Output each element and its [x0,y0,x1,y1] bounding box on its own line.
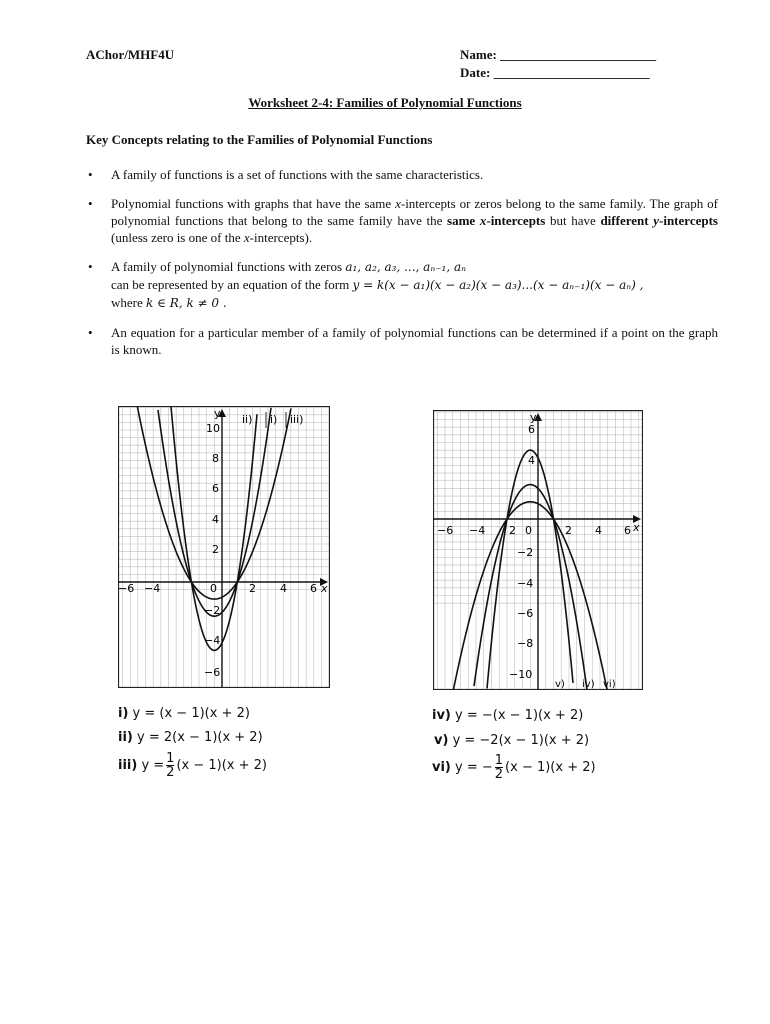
worksheet-title: Worksheet 2-4: Families of Polynomial Functions [248,95,522,110]
y-axis-label: y [530,411,537,424]
fraction-one-half: $\frac{1}{2}$ [166,751,175,780]
name-label: Name: [460,47,497,62]
x-tick-label: −4 [144,582,161,595]
name-blank: ________________________ [500,47,657,62]
curve-label-iii: iii) [290,413,304,426]
y-tick-label: −2 [517,546,534,559]
key-concepts-heading: Key Concepts relating to the Families of Polynomial Functions [86,132,433,147]
equation-iv: iv) y = −(x − 1)(x + 2) [432,708,584,723]
y-tick-label: −4 [517,577,534,590]
x-tick-label: 6 [310,582,317,595]
x-tick-label: 0 [525,524,532,537]
y-tick-label: 4 [528,454,535,467]
fraction-one-half: $\frac{1}{2}$ [494,753,504,782]
graph-family-upward [118,406,330,688]
y-tick-label: −8 [517,637,534,650]
equation-v: v) y = −2(x − 1)(x + 2) [434,733,590,748]
key-concepts-list [88,166,718,370]
curve-label-iv: iv) [582,679,595,690]
y-tick-label: 6 [528,423,535,436]
y-tick-label: 4 [212,513,219,526]
y-tick-label: 6 [212,482,219,495]
x-tick-label: 2 [509,524,516,537]
bullet-general-equation: • A family of polynomial functions with zeros a₁, a₂, a₃, ..., aₙ₋₁, aₙ can be represented by an equation of the form y = k(x − a₁)(x − a₂)(x − a₃)...(x − aₙ₋₁)(x − aₙ) , where k ∈ R, k ≠ 0 . [88,258,718,312]
x-tick-label: 4 [595,524,602,537]
x-tick-label: 2 [565,524,572,537]
x-axis-label: x [633,521,640,534]
x-tick-label: −4 [469,524,486,537]
y-tick-label: 8 [212,452,219,465]
equation-ii: ii) y = 2(x − 1)(x + 2) [118,730,263,745]
y-tick-label: 10 [206,422,220,435]
y-tick-label: −2 [204,604,221,617]
equation-i: i) y = (x − 1)(x + 2) [118,706,250,721]
bullet-same-intercepts: • Polynomial functions with graphs that have the same x-intercepts or zeros belong to the same family. The graph of polynomial functions that belong to the same family have the same x-intercepts but have different y-intercepts (unless zero is one of the x-intercepts). [88,195,718,246]
curve-label-i: i) [270,413,278,426]
date-label: Date: [460,65,491,80]
x-axis-label: x [321,582,328,595]
x-tick-label: 2 [249,582,256,595]
bullet-particular-member: • An equation for a particular member of a family of polynomial functions can be determined if a point on the graph is known. [88,324,718,358]
curve-label-vi: vi) [603,679,616,690]
y-tick-label: −10 [509,668,533,681]
y-tick-label: −6 [517,607,534,620]
x-tick-label: 4 [280,582,287,595]
course-code: AChor/MHF4U [86,47,175,62]
y-axis-label: y [214,407,221,420]
date-field [460,65,650,81]
y-tick-label: 2 [212,543,219,556]
x-tick-label: 6 [624,524,631,537]
grid-lines [118,406,330,688]
x-tick-label: −6 [437,524,454,537]
equation-vi: vi) y = − $\frac{1}{2}$ (x − 1)(x + 2) [432,753,596,782]
equation-iii: iii) y = $\frac{1}{2}$ (x − 1)(x + 2) [118,751,267,780]
graph-frame [119,407,330,688]
bullet-family-definition: • A family of functions is a set of functions with the same characteristics. [88,166,718,183]
name-field [460,47,656,63]
x-tick-label: −6 [118,582,135,595]
curve-label-ii: ii) [242,413,253,426]
y-tick-label: −6 [204,666,221,679]
graph-family-downward [433,410,643,690]
date-blank: ________________________ [493,65,650,80]
curve-label-v: v) [555,679,565,690]
x-tick-label: 0 [210,582,217,595]
y-tick-label: −4 [204,634,221,647]
